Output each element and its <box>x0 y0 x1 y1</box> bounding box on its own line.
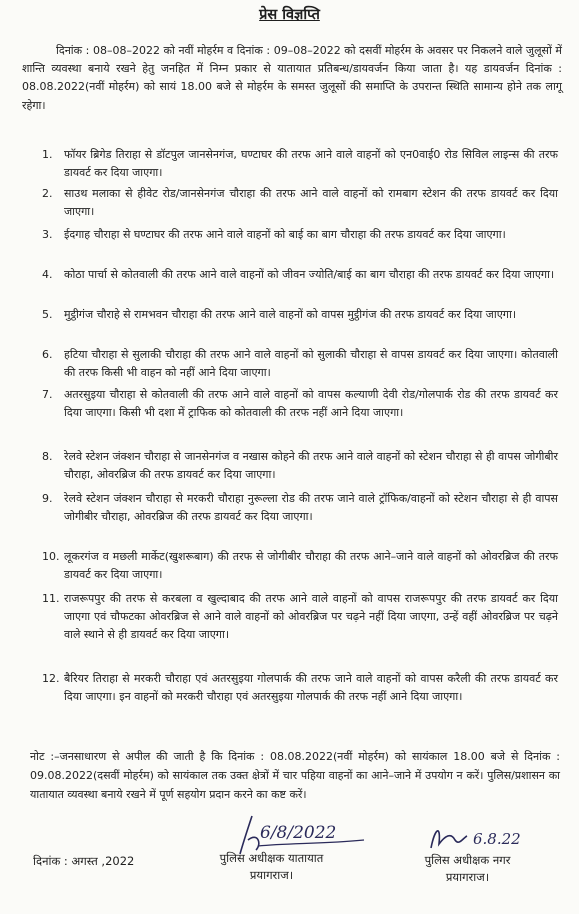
signature-block-left <box>184 850 359 884</box>
item-text: राजरूपपुर की तरफ से करबला व खुल्दाबाद की तरफ आने वाले वाहनों को वापस राजरूपपुर की तरफ डायवर्ट कर दिया जाएगा एवं चौफटका ओवरब्रिज से आने वाले वाहनों को ओवरब्रिज पर चढ़ने नहीं दिया जाएगा, उन्हें वहीं ओवरब्रिज पर चढ़ने वाले स्थाने से ही डायवर्ट कर दिया जाएगा। <box>64 592 558 642</box>
item-number: 8. <box>42 450 53 463</box>
item-text: लूकरगंज व मछली मार्केट(खुशरूबाग) की तरफ से जोगीबीर चौराहा की तरफ आने–जाने वाले वाहनों को ओवरब्रिज की तरफ डायवर्ट कर दिया जाएगा। <box>64 550 558 582</box>
item-number: 10. <box>42 550 60 563</box>
item-number: 12. <box>42 672 60 685</box>
item-number: 2. <box>42 187 53 200</box>
item-text: रेलवे स्टेशन जंक्शन चौराहा से जानसेनगंज व नखास कोहने की तरफ आने वाले वाहनों को स्टेशन चौराहा से ही वापस जोगीबीर चौराहा, ओवरब्रिज की तरफ डायवर्ट कर दिया जाएगा। <box>64 450 558 482</box>
handwritten-date-right: 6.8.22 <box>473 830 521 848</box>
item-number: 1. <box>42 148 53 161</box>
item-number: 11. <box>42 592 60 605</box>
designation-city: पुलिस अधीक्षक नगर <box>424 853 511 867</box>
issue-date: दिनांक : अगस्त ,2022 <box>33 854 135 868</box>
item-text: साउथ मलाका से हीवेट रोड/जानसेनगंज चौराहा की तरफ आने वाले वाहनों को रामबाग स्टेशन की तरफ डायवर्ट कर दिया जाएगा। <box>64 187 558 219</box>
page-title: प्रेस विज्ञप्ति <box>259 7 320 23</box>
intro-paragraph: दिनांक : 08–08–2022 को नवीं मोहर्रम व दिनांक : 09–08–2022 को दसवीं मोहर्रम के अवसर पर निकलने वाले जुलूसों में शान्ति व्यवस्था बनाये रखने हेतु जनहित में निम्न प्रकार से यातायात प्रतिबन्ध/डायवर्जन किया जाता है। यह डायवर्जन दिनांक : 08.08.2022(नवीं मोहर्रम) को सायं 18.00 बजे से मोहर्रम के समस्त जुलूसों की समाप्ति के उपरान्त स्थिति सामान्य होने तक लागू रहेगा। <box>22 44 562 112</box>
item-text: रेलवे स्टेशन जंक्शन चौराहा से मरकरी चौराहा नुरूल्ला रोड की तरफ जाने वाले ट्रॉफिक/वाहनों को स्टेशन चौराहा से ही वापस जोगीबीर चौराहा, ओवरब्रिज की तरफ डायवर्ट कर दिया जाएगा। <box>64 492 558 524</box>
place-left: प्रयागराज। <box>249 868 294 882</box>
item-number: 3. <box>42 228 53 241</box>
item-text: अतरसुइया चौराहा से कोतवाली की तरफ आने वाले वाहनों को वापस कल्याणी देवी रोड/गोलपार्क रोड की तरफ डायवर्ट कर दिया जाएगा। किसी भी दशा में ट्राफिक को कोतवाली की तरफ नहीं आने दिया जाएगा। <box>64 388 558 420</box>
item-number: 7. <box>42 388 53 401</box>
item-text: मुट्ठीगंज चौराहे से रामभवन चौराहा की तरफ आने वाले वाहनों को वापस मुट्ठीगंज की तरफ डायवर्ट कर दिया जाएगा। <box>64 308 516 321</box>
item-text: कोठा पार्चा से कोतवाली की तरफ आने वाले वाहनों को जीवन ज्योति/बाई का बाग चौराहा की तरफ डायवर्ट कर दिया जाएगा। <box>64 268 555 281</box>
item-text: बैरियर तिराहा से मरकरी चौराहा एवं अतरसुइया गोलपार्क की तरफ जाने वाले वाहनों को वापस करैली की तरफ डायवर्ट कर दिया जाएगा। इन वाहनों को मरकरी चौराहा एवं अतरसुइया गोलपार्क की तरफ नहीं आने दिया जाएगा। <box>64 672 558 704</box>
item-text: फॉयर ब्रिगेड तिराहा से डॉटपुल जानसेनगंज, घण्टाघर की तरफ आने वाले वाहनों को एन0वाई0 रोड सिविल लाइन्स की तरफ डायवर्ट कर दिया जाएगा। <box>64 148 558 180</box>
item-number: 4. <box>42 268 53 281</box>
item-text: ईदगाह चौराहा से घण्टाघर की तरफ आने वाले वाहनों को बाई का बाग चौराहा की तरफ डायवर्ट कर दिया जाएगा। <box>64 228 506 241</box>
place-right: प्रयागराज। <box>445 870 490 884</box>
item-number: 5. <box>42 308 53 321</box>
handwritten-date-left: 6/8/2022 <box>260 823 337 843</box>
item-number: 6. <box>42 348 53 361</box>
signature-block-right <box>380 852 555 886</box>
public-appeal-note: नोट :–जनसाधारण से अपील की जाती है कि दिनांक : 08.08.2022(नवीं मोहर्रम) को सायंकाल 18.00 बजे से दिनांक : 09.08.2022(दसवीं मोहर्रम) को सायंकाल तक उक्त क्षेत्रों में चार पहिया वाहनों का आने–जाने में उपयोग न करें। पुलिस/प्रशासन का यातायात व्यवस्था बनाये रखने में पूर्ण सहयोग प्रदान करने का कष्ट करें। <box>30 750 560 801</box>
item-number: 9. <box>42 492 53 505</box>
item-text: हटिया चौराहा से सुलाकी चौराहा की तरफ आने वाले वाहनों को सुलाकी चौराहा से वापस डायवर्ट कर दिया जाएगा। कोतवाली की तरफ किसी भी वाहन को नहीं आने दिया जाएगा। <box>64 348 558 380</box>
designation-traffic: पुलिस अधीक्षक यातायात <box>219 851 324 865</box>
